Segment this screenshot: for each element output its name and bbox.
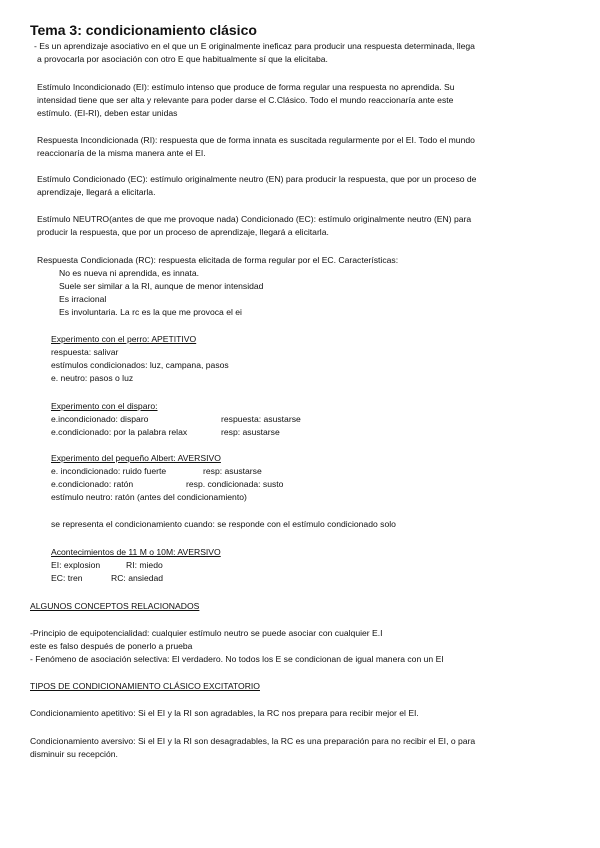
exp-11m-left: EI: explosion: [51, 560, 101, 570]
exp-11m-right: RC: ansiedad: [111, 573, 164, 583]
intro-line-2: a provocarla por asociación con otro E que habitualmente sí que la elicitaba.: [37, 54, 328, 64]
rc-item: No es nueva ni aprendida, es innata.: [59, 268, 199, 278]
page-title: Tema 3: condicionamiento clásico: [30, 22, 257, 38]
tipos-aversivo-2: disminuir su recepción.: [30, 749, 118, 759]
exp-11m-right: RI: miedo: [126, 560, 163, 570]
exp-disparo-left: e.condicionado: por la palabra relax: [51, 427, 188, 437]
ec-line-2: aprendizaje, llegará a elicitarla.: [37, 187, 156, 197]
representa-line: se representa el condicionamiento cuando: se responde con el estímulo condicionado solo: [51, 519, 396, 529]
ri-line-1: Respuesta Incondicionada (RI): respuesta que de forma innata es suscitada regularmente por el EI. Todo el mundo: [37, 135, 475, 145]
exp-perro-line: respuesta: salivar: [51, 347, 119, 357]
exp-albert-left: e. incondicionado: ruido fuerte: [51, 466, 167, 476]
conceptos-line-1: -Principio de equipotencialidad: cualquier estímulo neutro se puede asociar con cualquier E.I: [30, 628, 383, 638]
conceptos-heading: ALGUNOS CONCEPTOS RELACIONADOS: [30, 601, 200, 611]
tipos-apetitivo: Condicionamiento apetitivo: Si el EI y la RI son agradables, la RC nos prepara para recibir mejor el EI.: [30, 708, 419, 718]
rc-item: Suele ser similar a la RI, aunque de menor intensidad: [59, 281, 264, 291]
conceptos-line-3: - Fenómeno de asociación selectiva: El verdadero. No todos los E se condicionan de igual manera con un EI: [30, 654, 444, 664]
exp-perro-line: e. neutro: pasos o luz: [51, 373, 134, 383]
exp-albert-right: resp: asustarse: [203, 466, 262, 476]
ri-line-2: reaccionaría de la misma manera ante el EI.: [37, 148, 206, 158]
exp-albert-left: e.condicionado: ratón: [51, 479, 134, 489]
intro-line-1: - Es un aprendizaje asociativo en el que un E originalmente ineficaz para producir una respuesta determinada, llega: [34, 41, 475, 51]
rc-line-1: Respuesta Condicionada (RC): respuesta elicitada de forma regular por el EC. Características:: [37, 255, 399, 265]
exp-disparo-left: e.incondicionado: disparo: [51, 414, 149, 424]
tipos-heading: TIPOS DE CONDICIONAMIENTO CLÁSICO EXCITATORIO: [30, 681, 260, 691]
exp-albert-heading: Experimento del pequeño Albert: AVERSIVO: [51, 453, 221, 463]
ei-line-1: Estímulo Incondicionado (EI): estímulo intenso que produce de forma regular una respuesta no aprendida. Su: [37, 82, 455, 92]
exp-albert-right: resp. condicionada: susto: [186, 479, 284, 489]
exp-perro-heading: Experimento con el perro: APETITIVO: [51, 334, 197, 344]
exp-11m-left: EC: tren: [51, 573, 83, 583]
conceptos-line-2: este es falso después de ponerlo a prueba: [30, 641, 193, 651]
exp-albert-last: estímulo neutro: ratón (antes del condicionamiento): [51, 492, 247, 502]
exp-disparo-right: resp: asustarse: [221, 427, 280, 437]
exp-11m-heading: Acontecimientos de 11 M o 10M: AVERSIVO: [51, 547, 221, 557]
ei-line-3: estímulo. (EI-RI), deben estar unidas: [37, 108, 178, 118]
en-line-1: Estímulo NEUTRO(antes de que me provoque nada) Condicionado (EC): estímulo originalmente neutro (EN) para: [37, 214, 472, 224]
exp-perro-line: estímulos condicionados: luz, campana, pasos: [51, 360, 229, 370]
en-line-2: producir la respuesta, que por un proceso de aprendizaje, llegará a elicitarla.: [37, 227, 329, 237]
exp-disparo-right: respuesta: asustarse: [221, 414, 301, 424]
ec-line-1: Estímulo Condicionado (EC): estímulo originalmente neutro (EN) para producir la respuesta, que por un proceso de: [37, 174, 477, 184]
ei-line-2: intensidad tiene que ser alta y relevante para poder darse el C.Clásico. Todo el mundo reaccionaría ante este: [37, 95, 454, 105]
tipos-aversivo-1: Condicionamiento aversivo: Si el EI y la RI son desagradables, la RC es una preparación para no recibir el EI, o para: [30, 736, 476, 746]
rc-item: Es irracional: [59, 294, 107, 304]
rc-item: Es involuntaria. La rc es la que me provoca el ei: [59, 307, 242, 317]
exp-disparo-heading: Experimento con el disparo:: [51, 401, 158, 411]
